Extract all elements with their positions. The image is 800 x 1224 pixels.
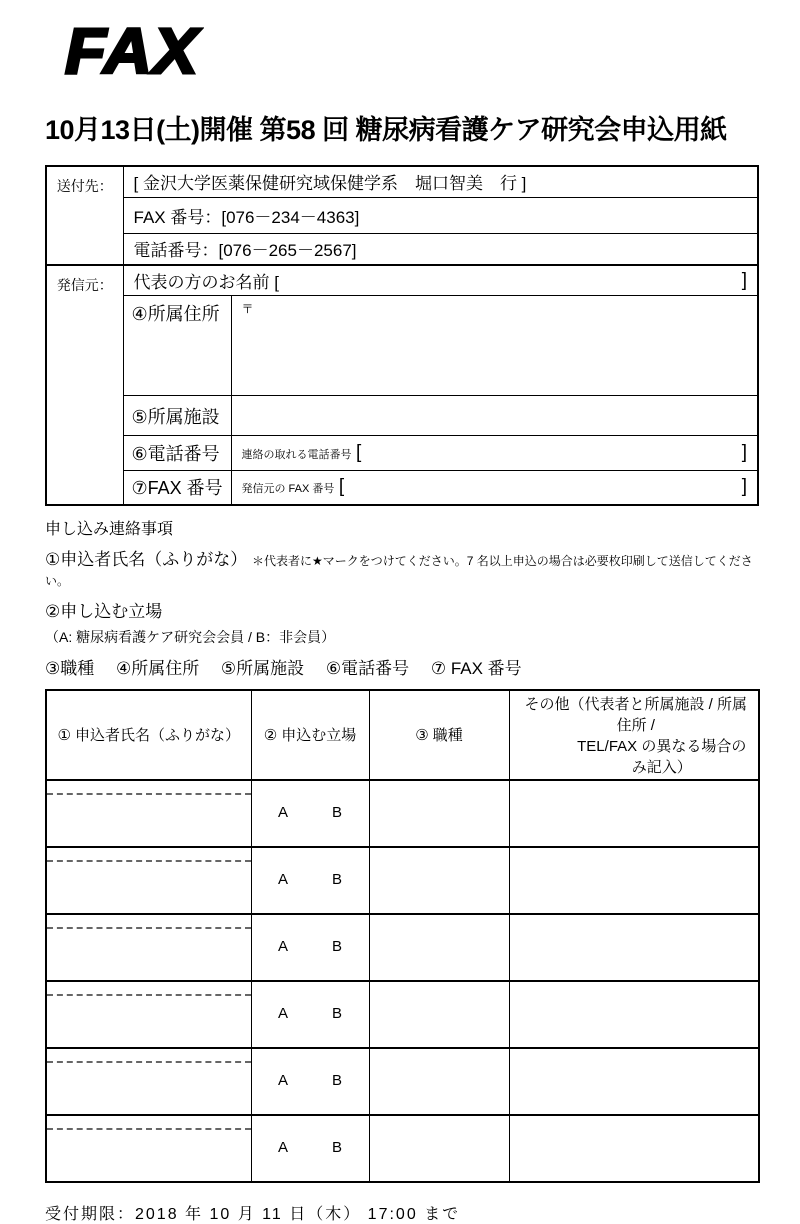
- applicant-name-field: [46, 914, 251, 981]
- sender-fax-label: ⑦FAX 番号: [123, 471, 231, 505]
- representative-name-close-bracket: ]: [741, 269, 747, 291]
- sender-tel-label: ⑥電話番号: [123, 436, 231, 471]
- header-other-line2: TEL/FAX の異なる場合のみ記入）: [577, 737, 747, 776]
- recipient-name-row: [46, 166, 758, 197]
- option-b: B: [332, 1005, 343, 1022]
- applicant-row-4: [46, 981, 759, 1048]
- recipient-fax-number: FAX 番号：[076－234－4363]: [123, 197, 758, 233]
- instructions-block: [45, 516, 758, 679]
- sender-address-label: ④所属住所: [123, 296, 231, 396]
- other-field: [509, 780, 759, 847]
- sender-fax-note: 発信元の FAX 番号: [241, 483, 335, 496]
- option-b: B: [332, 1139, 343, 1156]
- occupation-field: [369, 1115, 509, 1182]
- sender-label: 発信元：: [46, 265, 123, 505]
- applicants-table: [45, 689, 760, 1183]
- furigana-dashed-line: [47, 1061, 251, 1063]
- applicant-name-field: [46, 780, 251, 847]
- sender-tel-open-bracket: [: [355, 442, 362, 463]
- applicant-name-field: [46, 1115, 251, 1182]
- recipient-label: 送付先：: [46, 166, 123, 265]
- form-title: 10月13日(土)開催 第58 回 糖尿病看護ケア研究会申込用紙: [45, 115, 727, 145]
- option-a: A: [277, 871, 288, 888]
- occupation-field: [369, 981, 509, 1048]
- option-b: B: [332, 804, 343, 821]
- applicant-row-6: [46, 1115, 759, 1182]
- sender-tel-field: [231, 436, 758, 471]
- membership-choice-field: [251, 1115, 369, 1182]
- applicant-name-field: [46, 981, 251, 1048]
- sender-fax-close-bracket: ]: [741, 476, 747, 498]
- sender-fax-open-bracket: [: [338, 476, 345, 498]
- instruction-item2: ②申し込む立場: [45, 601, 163, 621]
- membership-choice-field: [251, 847, 369, 914]
- applicant-row-1: [46, 780, 759, 847]
- option-a: A: [277, 1005, 288, 1022]
- instruction-item1: [45, 545, 758, 590]
- recipient-name: [ 金沢大学医薬保健研究域保健学系 堀口智美 行 ]: [123, 166, 758, 197]
- instruction-items3to7: ③職種 ④所属住所 ⑤所属施設 ⑥電話番号 ⑦ FAX 番号: [45, 658, 522, 678]
- sender-facility-label: ⑤所属施設: [123, 396, 231, 436]
- option-b: B: [332, 871, 343, 888]
- furigana-dashed-line: [47, 793, 251, 795]
- sender-facility-row: [46, 396, 758, 436]
- header-other: [509, 690, 759, 780]
- applicant-name-field: [46, 847, 251, 914]
- applicant-row-5: [46, 1048, 759, 1115]
- option-a: A: [277, 938, 288, 955]
- sender-facility-field: [231, 396, 758, 436]
- instructions-heading: 申し込み連絡事項: [45, 520, 174, 538]
- option-b: B: [332, 938, 343, 955]
- recipient-fax-row: [46, 197, 758, 233]
- furigana-dashed-line: [47, 994, 251, 996]
- sender-fax-row: [46, 471, 758, 505]
- sender-address-field: [231, 296, 758, 396]
- recipient-sender-table: [45, 165, 759, 506]
- fax-logo: FAX: [65, 15, 199, 87]
- representative-name-row: [46, 265, 758, 296]
- applicant-name-field: [46, 1048, 251, 1115]
- furigana-dashed-line: [47, 927, 251, 929]
- furigana-dashed-line: [47, 1128, 251, 1130]
- applicant-row-3: [46, 914, 759, 981]
- recipient-tel-row: [46, 233, 758, 265]
- option-b: B: [332, 1072, 343, 1089]
- occupation-field: [369, 914, 509, 981]
- occupation-field: [369, 847, 509, 914]
- option-a: A: [277, 1072, 288, 1089]
- applicant-row-2: [46, 847, 759, 914]
- applicants-table-header-row: [46, 690, 759, 780]
- sender-fax-field: [231, 471, 758, 505]
- representative-name-label: 代表の方のお名前 [: [133, 273, 279, 292]
- other-field: [509, 1115, 759, 1182]
- membership-choice-field: [251, 780, 369, 847]
- sender-tel-row: [46, 436, 758, 471]
- sender-tel-note: 連絡の取れる電話番号: [241, 449, 352, 461]
- recipient-tel-number: 電話番号：[076－265－2567]: [123, 233, 758, 265]
- deadline-text: 受付期限：2018 年 10 月 11 日（木） 17:00 まで: [45, 1205, 461, 1223]
- sender-address-row: [46, 296, 758, 396]
- furigana-dashed-line: [47, 860, 251, 862]
- membership-choice-field: [251, 981, 369, 1048]
- header-other-line1: その他（代表者と所属施設 / 所属住所 /: [524, 695, 747, 734]
- postal-mark: 〒: [241, 302, 254, 316]
- option-a: A: [277, 804, 288, 821]
- option-a: A: [277, 1139, 288, 1156]
- other-field: [509, 847, 759, 914]
- instruction-item1-label: ①申込者氏名（ふりがな）: [45, 549, 248, 569]
- occupation-field: [369, 780, 509, 847]
- membership-choice-field: [251, 914, 369, 981]
- occupation-field: [369, 1048, 509, 1115]
- instruction-item2-note: （A: 糖尿病看護ケア研究会会員 / B：非会員）: [45, 628, 336, 645]
- other-field: [509, 981, 759, 1048]
- header-occupation: ③ 職種: [369, 690, 509, 780]
- membership-choice-field: [251, 1048, 369, 1115]
- other-field: [509, 1048, 759, 1115]
- other-field: [509, 914, 759, 981]
- instruction-item1-note: ＊代表者に★マークをつけてください。7 名以上申込の場合は必要枚印刷して送信してください。: [45, 553, 753, 588]
- sender-tel-close-bracket: ]: [741, 442, 747, 463]
- header-membership: ② 申込む立場: [251, 690, 369, 780]
- header-applicant-name: ① 申込者氏名（ふりがな）: [46, 690, 251, 780]
